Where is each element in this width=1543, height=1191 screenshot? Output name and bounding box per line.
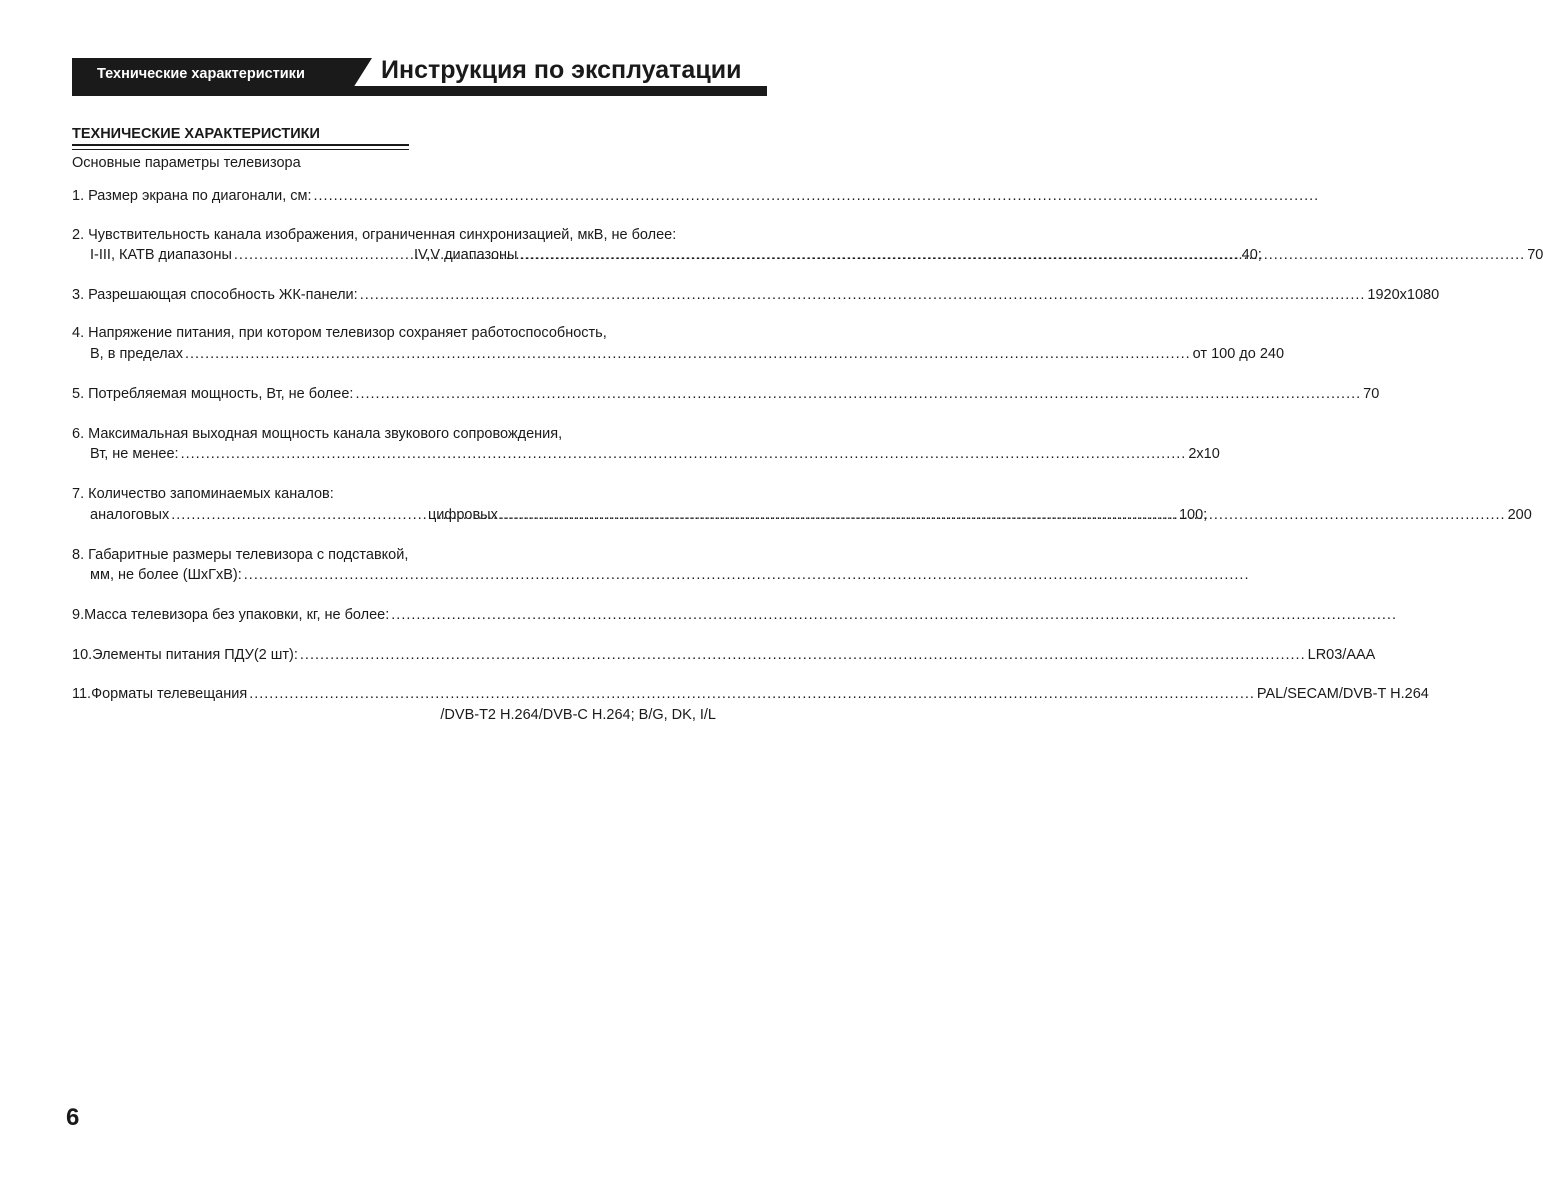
spec-label-2: мм, не более (ШхГхВ): [90,567,242,583]
spec-item-2-values [72,245,1543,265]
dot-leader [300,645,1306,665]
spec-item-5 [72,384,1380,404]
digital-value: 200 [1507,507,1532,523]
spec-item-8 [72,545,716,565]
spec-label: 6. Максимальная выходная мощность канала звукового сопровождения, [72,426,563,442]
spec-value: LR03/AAA [1307,647,1376,663]
spec-item-4-value [72,344,1285,364]
spec-item-6-value [72,444,1220,464]
analog-label: аналоговых [90,507,170,523]
spec-value: 70 [1363,386,1380,402]
dot-leader [391,605,1397,625]
spec-value: PAL/SECAM/DVB-T H.264 [1256,686,1429,702]
spec-item-6 [72,424,716,444]
dot-leader [181,444,1187,464]
spec-label: 1. Размер экрана по диагонали, см: [72,188,312,204]
spec-item-8-value [72,565,600,585]
spec-value-2: /DVB-T2 H.264/DVB-C H.264; B/G, DK, I/L [440,707,716,723]
dot-leader [355,384,1361,404]
spec-label: 2. Чувствительность канала изображения, ограниченная синхронизацией, мкВ, не более: [72,227,677,243]
section-heading: ТЕХНИЧЕСКИЕ ХАРАКТЕРИСТИКИ [72,126,320,142]
spec-item-7 [72,484,716,504]
spec-item-11-continued [72,705,716,725]
spec-item-11 [72,684,1429,704]
band1-value: 40; [1241,247,1262,263]
spec-value: 1920x1080 [1367,287,1440,303]
band2-label: IV,V диапазоны [414,247,518,263]
spec-label: 8. Габаритные размеры телевизора с подставкой, [72,547,409,563]
band2-value: 70 [1527,247,1543,263]
dot-leader [360,285,1366,305]
dot-leader [249,684,1255,704]
spec-label: 7. Количество запоминаемых каналов: [72,486,334,502]
dot-leader [244,565,1250,585]
heading-rule-bottom [72,149,409,150]
spec-value: 2x10 [1188,446,1220,462]
spec-item-4 [72,323,716,343]
spec-label-2: В, в пределах [90,346,183,362]
subheading: Основные параметры телевизора [72,155,301,171]
spec-item-3 [72,285,1440,305]
manual-title: Инструкция по эксплуатации [381,56,742,84]
spec-item-9 [72,605,686,625]
spec-label-2: Вт, не менее: [90,446,179,462]
spec-item-10 [72,645,1376,665]
heading-rule-top [72,144,409,146]
digital-label: цифровых [428,507,498,523]
spec-label: 4. Напряжение питания, при котором телевизор сохраняет работоспособность, [72,325,607,341]
dot-leader [500,505,1506,525]
band1-label: I-III, КАТВ диапазоны [90,247,232,263]
spec-item-7-values [72,505,1532,525]
spec-label: 11.Форматы телевещания [72,686,248,702]
spec-value: от 100 до 240 [1192,346,1285,362]
page-number: 6 [66,1104,80,1131]
spec-label: 10.Элементы питания ПДУ(2 шт): [72,647,298,663]
spec-item-1 [72,186,686,206]
analog-value: 100; [1178,507,1208,523]
dot-leader [519,245,1525,265]
dot-leader [314,186,1320,206]
spec-label: 9.Масса телевизора без упаковки, кг, не более: [72,607,390,623]
spec-item-2 [72,225,772,245]
spec-label: 5. Потребляемая мощность, Вт, не более: [72,386,354,402]
spec-label: 3. Разрешающая способность ЖК-панели: [72,287,358,303]
section-tab-label: Технические характеристики [97,66,305,82]
page-header [72,58,767,96]
dot-leader [185,344,1191,364]
